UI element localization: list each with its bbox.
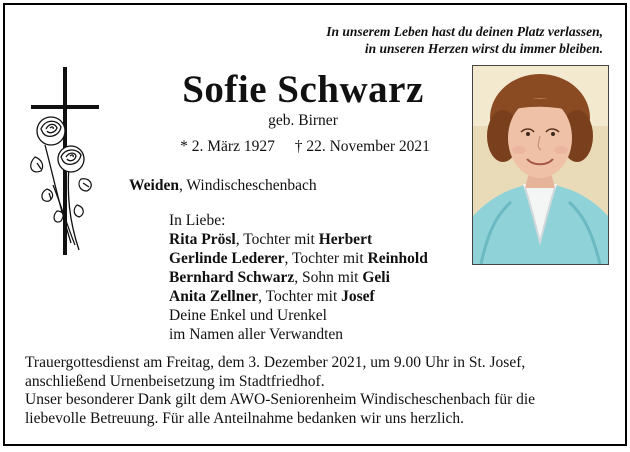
quote-line-2: in unseren Herzen wirst du immer bleiben. bbox=[364, 41, 603, 56]
quote-line-1: In unserem Leben hast du deinen Platz verlassen, bbox=[326, 24, 603, 39]
grandchildren-line: Deine Enkel und Urenkel bbox=[169, 307, 327, 324]
life-dates bbox=[155, 138, 455, 156]
obituary-notice bbox=[3, 3, 627, 446]
mourner-line bbox=[169, 287, 428, 306]
service-information bbox=[25, 354, 535, 428]
mourner-line bbox=[169, 230, 428, 249]
mourner-relation: , Sohn mit bbox=[294, 269, 363, 286]
footer-line-3: Unser besonderer Dank gilt dem AWO-Seniorenheim Windischeschenbach für die bbox=[25, 391, 536, 408]
mourners-intro: In Liebe: bbox=[169, 212, 226, 229]
relatives-line: im Namen aller Verwandten bbox=[169, 326, 344, 343]
mourner-name: Bernhard Schwarz bbox=[169, 269, 295, 286]
maiden-name: geb. Birner bbox=[268, 112, 338, 129]
footer-line-2: anschließend Urnenbeisetzung im Stadtfriedhof. bbox=[25, 372, 325, 390]
mourner-partner: Geli bbox=[362, 269, 390, 286]
mourner-relation: , Tochter mit bbox=[235, 231, 319, 248]
mourner-partner: Josef bbox=[341, 288, 375, 305]
residence-town: Weiden bbox=[129, 177, 179, 194]
portrait-photo bbox=[472, 65, 609, 265]
mourner-name: Gerlinde Lederer bbox=[169, 250, 285, 267]
deceased-name: Sofie Schwarz bbox=[182, 68, 424, 111]
mourner-line bbox=[169, 268, 428, 287]
footer-line-4: liebevolle Betreuung. Für alle Anteilnahme bedanken wir uns herzlich. bbox=[25, 409, 465, 427]
mourner-name: Rita Prösl bbox=[169, 231, 236, 248]
birth-date: * 2. März 1927 bbox=[180, 138, 275, 155]
death-date: † 22. November 2021 bbox=[294, 138, 430, 155]
residence bbox=[129, 177, 317, 195]
footer-line-1: Trauergottesdienst am Freitag, dem 3. Dezember 2021, um 9.00 Uhr in St. Josef, bbox=[25, 354, 526, 371]
cross-with-roses-icon bbox=[23, 65, 105, 260]
mourner-partner: Reinhold bbox=[367, 250, 428, 267]
residence-rest: , Windischeschenbach bbox=[178, 177, 317, 194]
mourners-list bbox=[169, 211, 428, 344]
mourner-line bbox=[169, 249, 428, 268]
mourner-partner: Herbert bbox=[318, 231, 373, 248]
memorial-quote bbox=[326, 23, 603, 57]
mourner-relation: , Tochter mit bbox=[284, 250, 368, 267]
mourner-relation: , Tochter mit bbox=[258, 288, 342, 305]
mourner-name: Anita Zellner bbox=[169, 288, 259, 305]
